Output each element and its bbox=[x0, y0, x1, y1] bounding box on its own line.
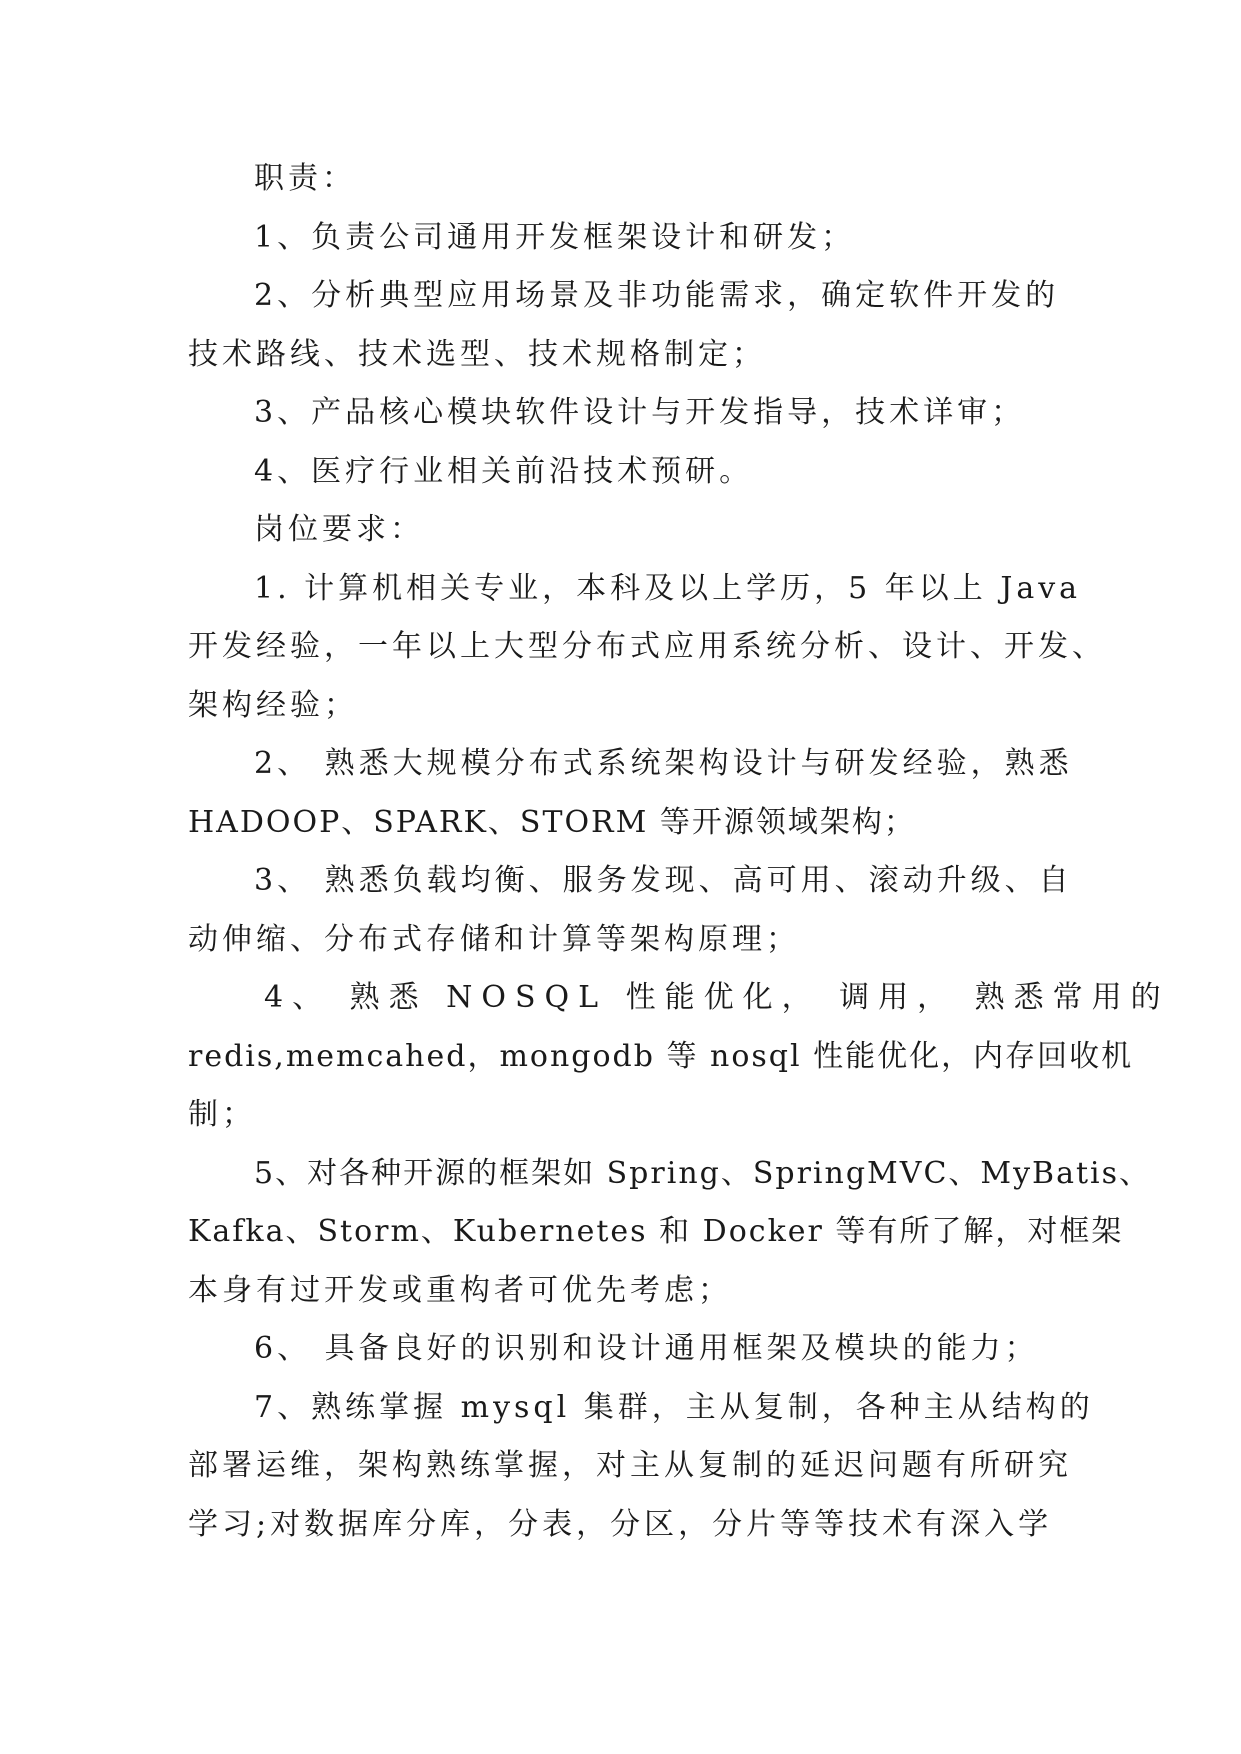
requirement-item-5-cont: Kafka、Storm、Kubernetes 和 Docker 等有所了解，对框架 bbox=[188, 1214, 1124, 1249]
section-heading-requirements: 岗位要求： bbox=[254, 512, 424, 547]
responsibility-item-2-cont: 技术路线、技术选型、技术规格制定； bbox=[188, 336, 766, 372]
requirement-item-2: 2、 熟悉大规模分布式系统架构设计与研发经验，熟悉 bbox=[254, 746, 1073, 781]
requirement-item-1: 1. 计算机相关专业，本科及以上学历，5 年以上 Java bbox=[254, 570, 1082, 606]
requirement-item-4: 4、 熟悉 NOSQL 性能优化， 调用， 熟悉常用的 bbox=[264, 980, 1170, 1015]
requirement-item-1-cont: 架构经验； bbox=[188, 687, 358, 723]
responsibility-item-3: 3、产品核心模块软件设计与开发指导，技术详审； bbox=[254, 395, 1026, 430]
requirement-item-4-cont: 制； bbox=[188, 1097, 256, 1132]
requirement-item-1-cont: 开发经验，一年以上大型分布式应用系统分析、设计、开发、 bbox=[188, 629, 1106, 664]
requirement-item-3-cont: 动伸缩、分布式存储和计算等架构原理； bbox=[188, 921, 800, 957]
requirement-item-5: 5、对各种开源的框架如 Spring、SpringMVC、MyBatis、 bbox=[254, 1155, 1152, 1191]
requirement-item-5-cont: 本身有过开发或重构者可优先考虑； bbox=[188, 1272, 732, 1308]
requirement-item-4-cont: redis,memcahed，mongodb 等 nosql 性能优化，内存回收机 bbox=[188, 1038, 1134, 1074]
requirement-item-6: 6、 具备良好的识别和设计通用框架及模块的能力； bbox=[254, 1331, 1039, 1366]
responsibility-item-1: 1、负责公司通用开发框架设计和研发； bbox=[254, 219, 856, 255]
requirement-item-2-cont: HADOOP、SPARK、STORM 等开源领域架构； bbox=[188, 804, 916, 840]
section-heading-responsibilities: 职责： bbox=[254, 161, 356, 196]
requirement-item-3: 3、 熟悉负载均衡、服务发现、高可用、滚动升级、自 bbox=[254, 863, 1073, 898]
requirement-item-7-cont: 部署运维，架构熟练掌握，对主从复制的延迟问题有所研究 bbox=[188, 1448, 1072, 1483]
responsibility-item-2: 2、分析典型应用场景及非功能需求，确定软件开发的 bbox=[254, 278, 1060, 313]
requirement-item-7: 7、熟练掌握 mysql 集群，主从复制，各种主从结构的 bbox=[254, 1389, 1094, 1425]
responsibility-item-4: 4、医疗行业相关前沿技术预研。 bbox=[254, 453, 754, 489]
document-body bbox=[188, 150, 1170, 1554]
requirement-item-7-cont: 学习;对数据库分库，分表，分区，分片等等技术有深入学 bbox=[188, 1506, 1053, 1542]
